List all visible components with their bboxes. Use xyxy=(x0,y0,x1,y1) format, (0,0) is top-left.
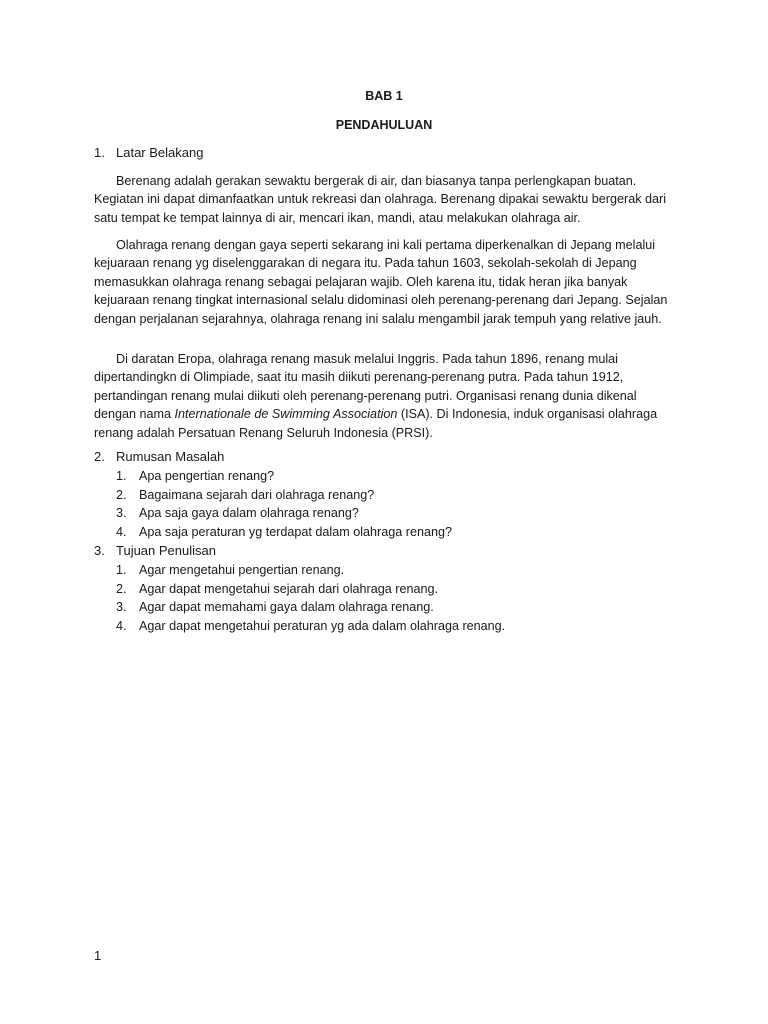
list-item xyxy=(116,598,505,617)
list-number: 1. xyxy=(116,563,127,577)
paragraph-text xyxy=(94,350,674,442)
paragraph-text-part: Di daratan Eropa, olahraga renang masuk melalui Inggris. Pada tahun 1896, renang mulai dipertandingkn di Olimpiade, saat itu masih diikuti perenang-perenang putra. Pada tahun 1912, pertandingan renang mulai diikuti oleh perenang-perenang putri. Organisasi renang dunia dikenal dengan nama xyxy=(94,352,637,422)
list-number: 2. xyxy=(116,487,127,502)
paragraph-text: Olahraga renang dengan gaya seperti sekarang ini kali pertama diperkenalkan di Jepang melalui kejuaraan renang yg diselenggarakan di negara itu. Pada tahun 1603, sekolah-sekolah di Jepang memasukkan olahraga renang sebagai pelajaran wajib. Oleh karena itu, tidak heran jika banyak kejuaraan renang tingkat internasional selalu didominasi oleh perenang-perenang dari Jepang. Sejalan dengan perjalanan sejarahnya, olahraga renang ini salalu mengambil jarak tempuh yang relative jauh. xyxy=(94,238,668,326)
paragraph-2 xyxy=(94,236,674,328)
list-item xyxy=(116,523,452,542)
list-number: 3. xyxy=(116,600,127,614)
list-text: Agar dapat mengetahui peraturan yg ada dalam olahraga renang. xyxy=(139,618,506,633)
chapter-title: PENDAHULUAN xyxy=(335,118,433,132)
list-item xyxy=(116,580,505,599)
list-number: 3. xyxy=(116,506,127,520)
section-number: 3. xyxy=(94,543,105,558)
section-heading-tujuan-penulisan xyxy=(94,543,216,558)
paragraph-text-part: (ISA). Di Indonesia, induk organisasi olahraga renang adalah Persatuan Renang Seluruh Indonesia (PRSI). xyxy=(94,407,658,440)
paragraph-text: Berenang adalah gerakan sewaktu bergerak di air, dan biasanya tanpa perlengkapan buatan. Kegiatan ini dapat dimanfaatkan untuk rekreasi dan olahraga. Berenang dipakai sewaktu bergerak dari satu tempat ke tempat lainnya di air, mencari ikan, mandi, atau melakukan olahraga air. xyxy=(94,174,666,225)
list-text: Agar dapat memahami gaya dalam olahraga renang. xyxy=(139,600,434,614)
section-title: Rumusan Masalah xyxy=(116,449,225,464)
paragraph-1 xyxy=(94,172,674,227)
paragraph-3 xyxy=(94,350,674,442)
list-item xyxy=(116,504,452,523)
list-number: 4. xyxy=(116,618,127,633)
organization-name: Internationale de Swimming Association xyxy=(174,407,398,422)
rumusan-masalah-list xyxy=(116,467,452,541)
list-number: 2. xyxy=(116,581,127,596)
chapter-label: BAB 1 xyxy=(365,89,403,103)
section-heading-latar-belakang xyxy=(94,145,203,160)
section-title: Tujuan Penulisan xyxy=(116,543,216,558)
list-item xyxy=(116,561,505,580)
list-item xyxy=(116,486,452,505)
list-item xyxy=(116,467,452,486)
section-title: Latar Belakang xyxy=(116,145,204,160)
section-heading-rumusan-masalah xyxy=(94,449,224,464)
list-text: Apa pengertian renang? xyxy=(139,469,275,483)
list-text: Apa saja gaya dalam olahraga renang? xyxy=(139,506,359,520)
list-number: 1. xyxy=(116,469,127,483)
list-item xyxy=(116,617,505,636)
list-text: Apa saja peraturan yg terdapat dalam olahraga renang? xyxy=(139,524,452,539)
list-text: Agar dapat mengetahui sejarah dari olahraga renang. xyxy=(139,581,438,596)
tujuan-penulisan-list xyxy=(116,561,505,635)
list-text: Agar mengetahui pengertian renang. xyxy=(139,563,345,577)
list-number: 4. xyxy=(116,524,127,539)
list-text: Bagaimana sejarah dari olahraga renang? xyxy=(139,487,375,502)
section-number: 2. xyxy=(94,449,105,464)
section-number: 1. xyxy=(94,145,105,160)
page-number: 1 xyxy=(94,948,102,963)
